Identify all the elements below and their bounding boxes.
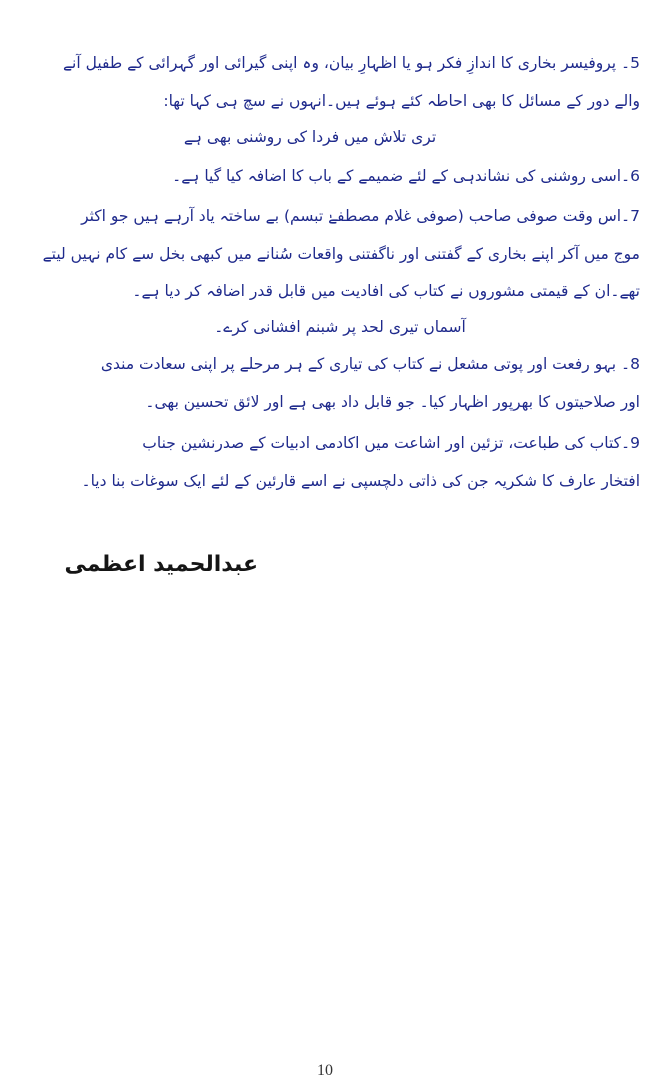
paragraph-8: [101, 346, 640, 421]
paragraph-5: [63, 45, 640, 120]
verse-line-1: تری تلاش میں فردا کی روشنی بھی ہے: [183, 128, 437, 146]
text-line: اور صلاحیتوں کا بھرپور اظہار کیا۔ جو قابل داد بھی ہے اور لائق تحسین بھی۔: [145, 392, 640, 411]
text-line: والے دور کے مسائل کا بھی احاطہ کئے ہوئے ہیں۔انہوں نے سچ ہی کہا تھا:: [163, 91, 640, 110]
paragraph-7: [43, 198, 640, 311]
page-number: 10: [317, 1062, 333, 1079]
text-line: 9۔کتاب کی طباعت، تزئین اور اشاعت میں اکادمی ادبیات کے صدرنشین جناب: [142, 434, 640, 452]
text-line: 7۔اس وقت صوفی صاحب (صوفی غلام مصطفےٰ تبسم) بے ساختہ یاد آرہے ہیں جو اکثر: [81, 207, 640, 225]
text-line: 5۔ پروفیسر بخاری کا اندازِ فکر ہو یا اظہارِ بیان، وہ اپنی گیرائی اور گہرائی کے طفیل آنے: [62, 54, 640, 72]
text-line: 6۔اسی روشنی کی نشاندہی کے لئے ضمیمے کے باب کا اضافہ کیا گیا ہے۔: [172, 167, 640, 185]
author-signature: عبدالحمید اعظمی: [64, 552, 258, 577]
text-line: افتخار عارف کا شکریہ جن کی ذاتی دلچسپی نے اسے قارئین کے لئے ایک سوغات بنا دیا۔: [81, 471, 640, 490]
text-line: تھے۔ان کے قیمتی مشوروں نے کتاب کی افادیت میں قابل قدر اضافہ کر دیا ہے۔: [132, 282, 640, 300]
paragraph-9: [82, 425, 641, 500]
text-line: 8۔ بہو رفعت اور پوتی مشعل نے کتاب کی تیاری کے ہر مرحلے پر اپنی سعادت مندی: [100, 355, 640, 373]
text-line: موج میں آکر اپنے بخاری کے گفتنی اور ناگفتنی واقعات سُنانے میں کبھی بخل سے کام نہیں لیتے: [42, 244, 640, 263]
paragraph-6: [172, 158, 640, 196]
verse-line-2: آسماں تیری لحد پر شبنم افشانی کرے۔: [214, 318, 466, 336]
